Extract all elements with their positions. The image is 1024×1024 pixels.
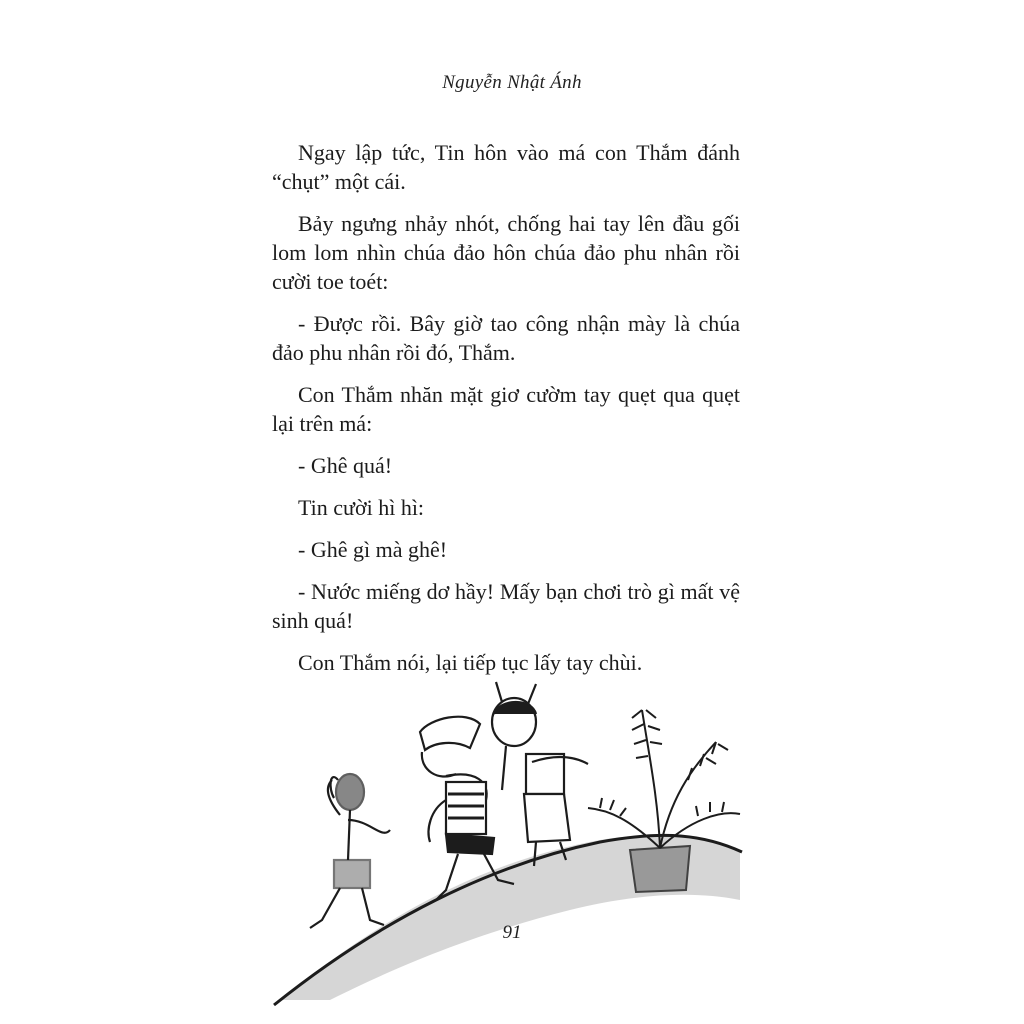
girl-with-pigtails-figure xyxy=(492,682,588,866)
paragraph: - Ghê gì mà ghê! xyxy=(298,537,448,562)
paragraph: Bảy ngưng nhảy nhót, chống hai tay lên đầu gối lom lom nhìn chúa đảo hôn chúa đảo phu nhân rồi cười toe toét: xyxy=(272,211,740,294)
paragraph: Tin cười hì hì: xyxy=(298,495,425,520)
body-text xyxy=(272,138,740,690)
ink-illustration xyxy=(270,670,750,1010)
paragraph: - Được rồi. Bây giờ tao công nhận mày là chúa đảo phu nhân rồi đó, Thắm. xyxy=(272,311,740,365)
paragraph: Ngay lập tức, Tin hôn vào má con Thắm đánh “chụt” một cái. xyxy=(272,140,740,194)
paragraph: - Ghê quá! xyxy=(298,453,393,478)
paragraph: Con Thắm nói, lại tiếp tục lấy tay chùi. xyxy=(298,650,643,675)
paragraph: - Nước miếng dơ hầy! Mấy bạn chơi trò gì mất vệ sinh quá! xyxy=(272,579,740,633)
page-number: 91 xyxy=(502,922,522,943)
paragraph: Con Thắm nhăn mặt giơ cườm tay quẹt qua quẹt lại trên má: xyxy=(272,382,740,436)
running-header-author: Nguyễn Nhật Ánh xyxy=(442,72,582,93)
boy-running-figure xyxy=(310,774,390,928)
